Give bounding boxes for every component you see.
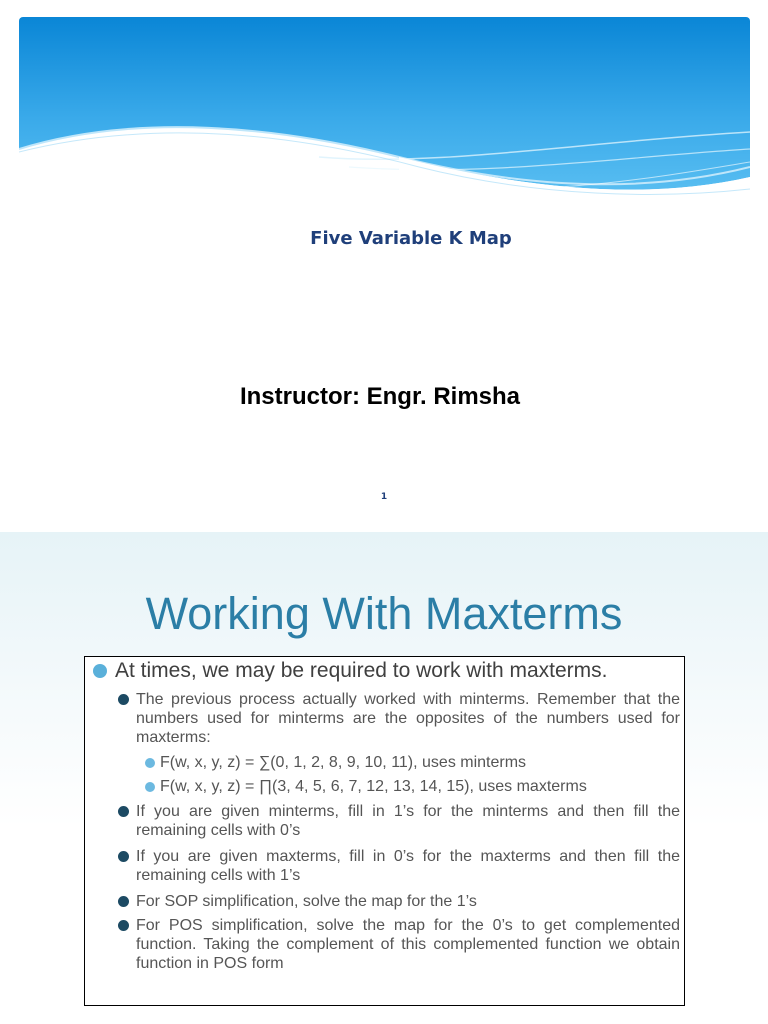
bullet-dot <box>118 851 129 862</box>
bullet-item: F(w, x, y, z) = ∏(3, 4, 5, 6, 7, 12, 13, 14, 15), uses maxterms <box>160 778 587 795</box>
bullet-item: For SOP simplification, solve the map for the 1’s <box>136 893 477 910</box>
slide-title: Working With Maxterms <box>145 588 623 639</box>
corner-decoration <box>686 1008 716 1024</box>
slide-title: Five Variable K Map <box>310 228 512 249</box>
bullet-item: At times, we may be required to work with maxterms. <box>115 659 608 682</box>
instructor-label: Instructor: Engr. Rimsha <box>239 383 521 410</box>
bullet-dot <box>145 782 155 792</box>
bullet-item: If you are given minterms, fill in 1’s for the minterms and then fill the remaining cells with 0’s <box>136 803 680 839</box>
slide-2 <box>0 532 768 1024</box>
banner-wave-graphic <box>19 17 750 202</box>
bullet-item: F(w, x, y, z) = ∑(0, 1, 2, 8, 9, 10, 11), uses minterms <box>160 754 527 771</box>
bullet-dot <box>118 896 129 907</box>
bullet-item: The previous process actually worked with minterms. Remember that the numbers used for minterms are the opposites of the numbers used for maxterms: <box>136 691 680 746</box>
bullet-dot <box>118 806 129 817</box>
bullet-dot <box>93 664 107 678</box>
bullet-dot <box>118 694 129 705</box>
content-box <box>84 656 685 1006</box>
bullet-dot <box>145 758 155 768</box>
bullet-dot <box>118 920 129 931</box>
slide-number: 1 <box>380 492 388 502</box>
bullet-item: If you are given maxterms, fill in 0’s for the maxterms and then fill the remaining cells with 1’s <box>136 848 680 884</box>
bullet-item: For POS simplification, solve the map for the 0’s to get complemented function. Taking the complement of this complemented function we obtain function in POS form <box>136 917 680 972</box>
